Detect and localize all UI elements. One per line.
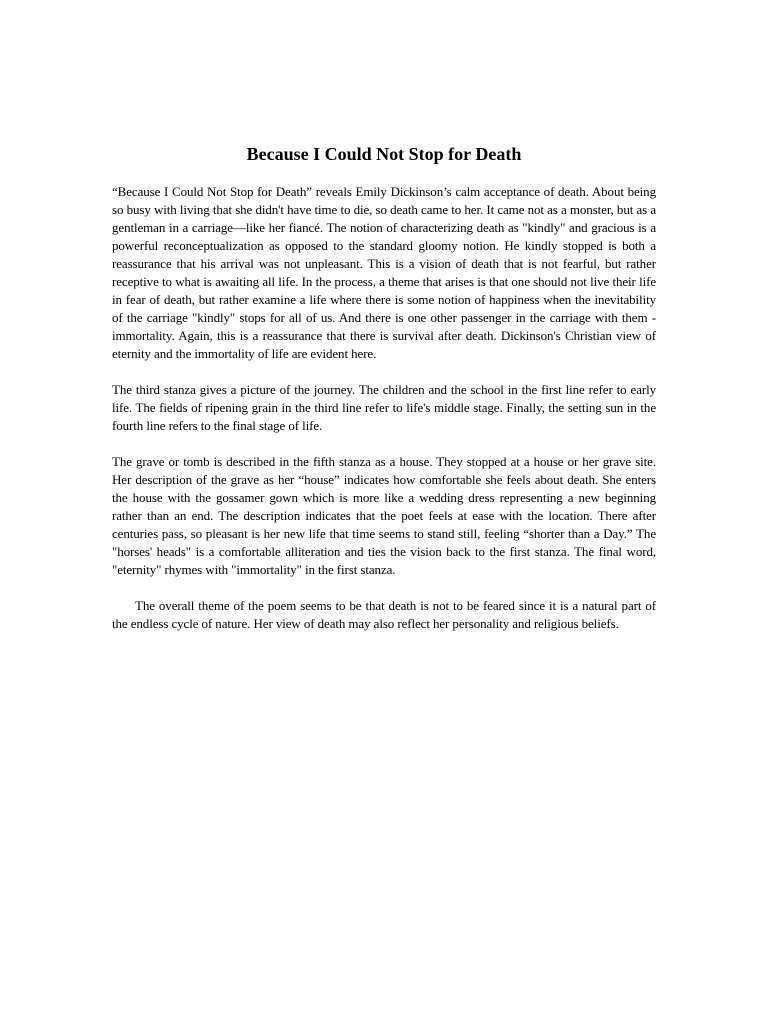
paragraph-1: “Because I Could Not Stop for Death” reveals Emily Dickinson’s calm acceptance of death. About being so busy with living that she didn't have time to die, so death came to her. It came not as a monster, but as a gentleman in a carriage—like her fiancé. The notion of characterizing death as "kindly" and gracious is a powerful reconceptualization as opposed to the standard gloomy notion. He kindly stopped is both a reassurance that his arrival was not unpleasant. This is a vision of death that is not fearful, but rather receptive to what is awaiting all life. In the process, a theme that arises is that one should not live their life in fear of death, but rather examine a life where there is some notion of happiness when the inevitability of the carriage "kindly" stops for all of us. And there is one other passenger in the carriage with them - immortality. Again, this is a reassurance that there is survival after death. Dickinson's Christian view of eternity and the immortality of life are evident here. [112, 184, 656, 361]
paragraph-3: The grave or tomb is described in the fifth stanza as a house. They stopped at a house or her grave site. Her description of the grave as her “house” indicates how comfortable she feels about death. She enters the house with the gossamer gown which is more like a wedding dress representing a new beginning rather than an end. The description indicates that the poet feels at ease with the location. There after centuries pass, so pleasant is her new life that time seems to stand still, feeling “shorter than a Day.” The "horses' heads" is a comfortable alliteration and ties the vision back to the first stanza. The final word, "eternity" rhymes with "immortality" in the first stanza. [112, 454, 656, 577]
document-body [112, 183, 656, 651]
paragraph-4: The overall theme of the poem seems to be that death is not to be feared since it is a natural part of the endless cycle of nature. Her view of death may also reflect her personality and religious beliefs. [112, 598, 656, 631]
document-title: Because I Could Not Stop for Death [246, 144, 522, 164]
paragraph-2: The third stanza gives a picture of the journey. The children and the school in the first line refer to early life. The fields of ripening grain in the third line refer to life's middle stage. Finally, the setting sun in the fourth line refers to the final stage of life. [112, 382, 656, 433]
